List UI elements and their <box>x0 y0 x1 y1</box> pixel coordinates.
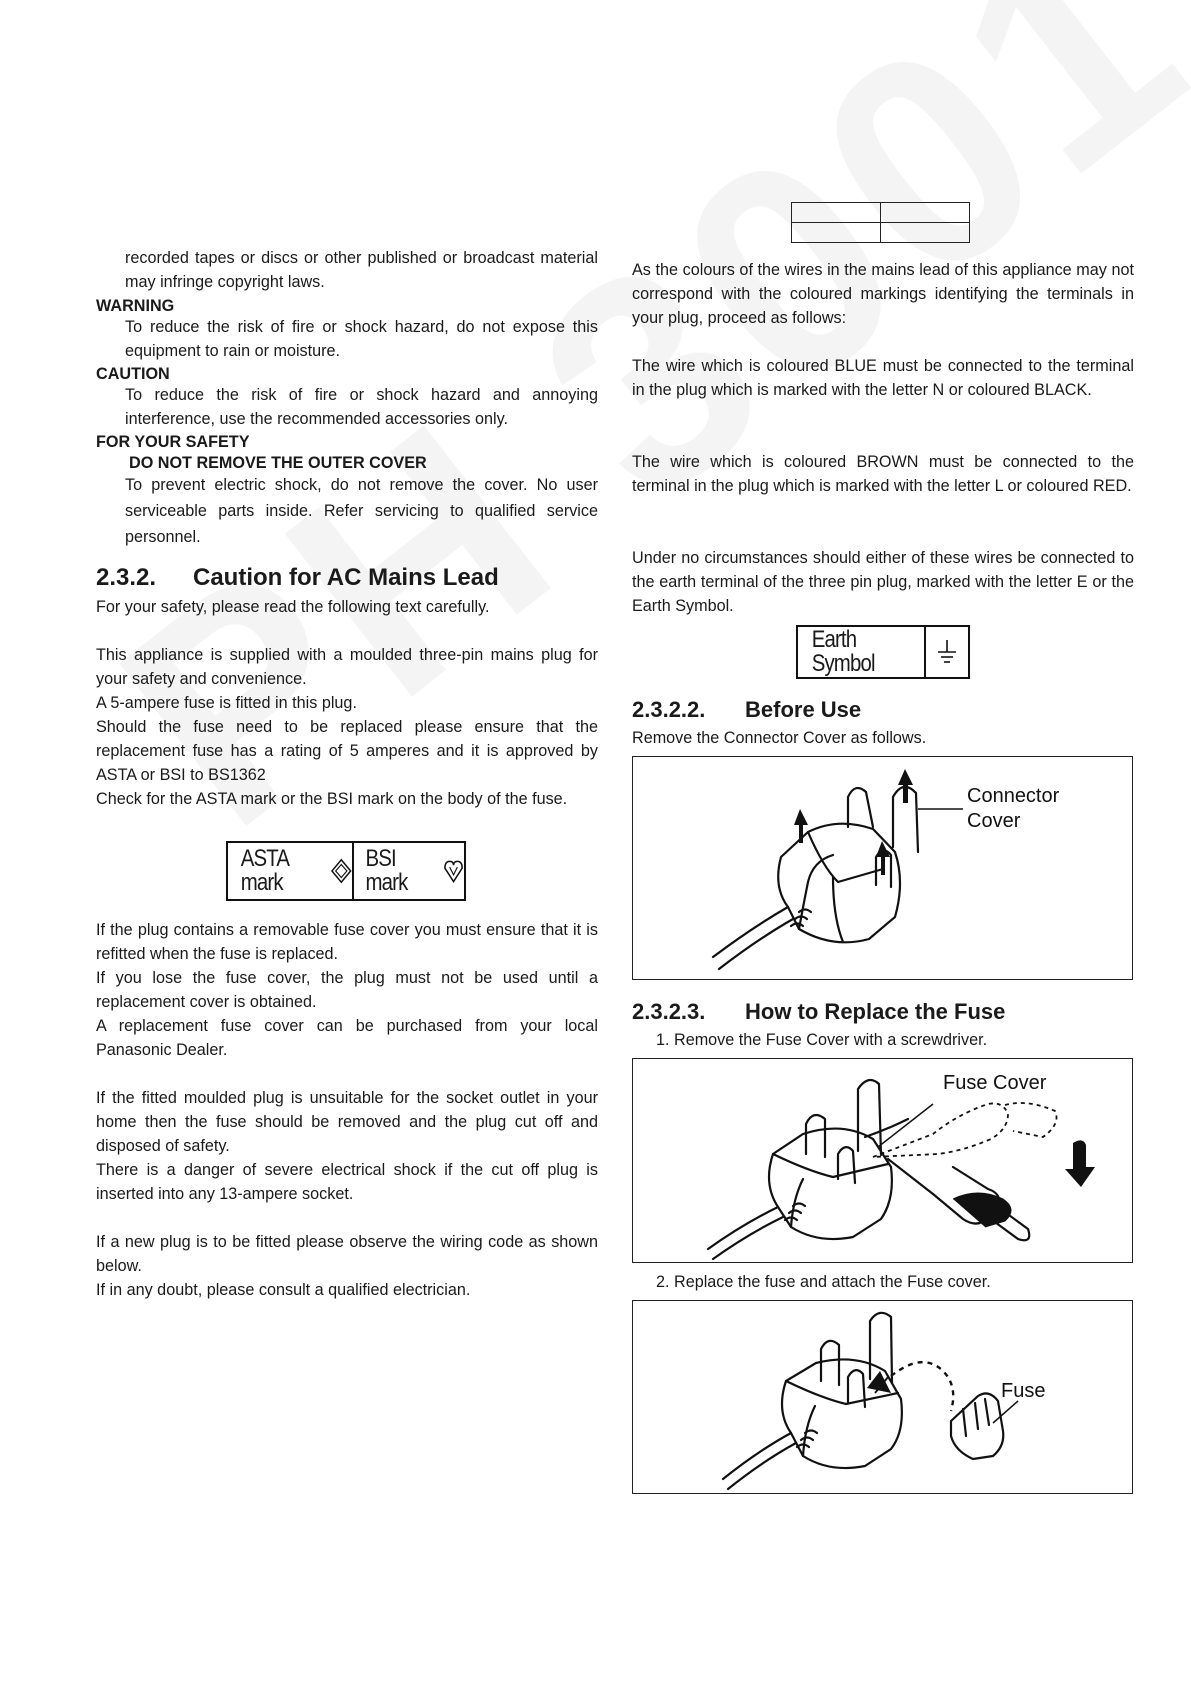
earth-symbol-cell <box>798 627 926 677</box>
table-row <box>792 223 970 243</box>
section-title: Caution for AC Mains Lead <box>193 564 499 591</box>
replace-fuse-figure <box>632 1300 1133 1494</box>
asta-diamond-icon <box>331 858 352 884</box>
intro-text: For your safety, please read the following text carefully. <box>96 598 490 616</box>
warning-heading: WARNING <box>96 297 175 315</box>
replace-paragraph: Should the fuse need to be replaced please ensure that the replacement fuse has a rating of 5 amperes and it is approved by ASTA or BSI to BS1362 <box>96 718 598 784</box>
wiring-table <box>791 202 970 243</box>
section-title: Before Use <box>745 697 862 722</box>
supplied-paragraph: This appliance is supplied with a moulded three-pin mains plug for your safety and convenience. <box>96 646 598 688</box>
section-heading-2-3-2 <box>96 563 598 593</box>
safety-heading: FOR YOUR SAFETY <box>96 433 250 451</box>
fuse-cover-figure <box>632 1058 1133 1263</box>
asta-mark-cell <box>228 843 354 899</box>
check-paragraph: Check for the ASTA mark or the BSI mark on the body of the fuse. <box>96 790 568 808</box>
asta-mark-label: ASTA mark <box>240 845 288 896</box>
warning-text: To reduce the risk of fire or shock hazard, do not expose this equipment to rain or moisture. <box>125 318 598 360</box>
connector-label-line2: Cover <box>967 810 1021 832</box>
step-1-text: 1. Remove the Fuse Cover with a screwdriver. <box>656 1031 988 1049</box>
fuse-label: Fuse <box>1001 1380 1046 1402</box>
colours-paragraph: As the colours of the wires in the mains lead of this appliance may not correspond with the coloured markings identifying the terminals in your plug, proceed as follows: <box>632 261 1134 327</box>
bsi-mark-cell <box>354 843 464 899</box>
table-cell <box>881 223 970 243</box>
cover-paragraph-3: A replacement fuse cover can be purchased from your local Panasonic Dealer. <box>96 1017 598 1059</box>
doubt-paragraph: If in any doubt, please consult a qualified electrician. <box>96 1281 471 1299</box>
earth-symbol-label: Earth Symbol <box>811 626 875 677</box>
fuse-cover-illustration <box>633 1059 1132 1262</box>
section-title: How to Replace the Fuse <box>745 999 1006 1024</box>
section-number: 2.3.2.2. <box>632 697 706 722</box>
before-use-text: Remove the Connector Cover as follows. <box>632 729 927 747</box>
replace-fuse-illustration <box>633 1301 1132 1493</box>
brown-wire-paragraph: The wire which is coloured BROWN must be connected to the terminal in the plug which is marked with the letter L or coloured RED. <box>632 453 1134 495</box>
cover-paragraph-2: If you lose the fuse cover, the plug must not be used until a replacement cover is obtained. <box>96 969 598 1011</box>
bsi-kitemark-icon <box>443 858 464 884</box>
table-cell <box>792 223 881 243</box>
new-plug-paragraph: If a new plug is to be fitted please observe the wiring code as shown below. <box>96 1233 598 1275</box>
earth-symbol-box <box>796 625 970 679</box>
fuse-paragraph: A 5-ampere fuse is fitted in this plug. <box>96 694 357 712</box>
caution-heading: CAUTION <box>96 365 170 383</box>
table-row <box>792 203 970 223</box>
safety-text: To prevent electric shock, do not remove the cover. No user serviceable parts inside. Refer servicing to qualified service personnel. <box>125 476 598 546</box>
safety-subheading: DO NOT REMOVE THE OUTER COVER <box>129 454 427 472</box>
asta-bsi-marks-box <box>226 841 466 901</box>
earth-icon-cell <box>926 627 968 677</box>
connector-cover-figure <box>632 756 1133 980</box>
table-cell <box>792 203 881 223</box>
blue-wire-paragraph: The wire which is coloured BLUE must be connected to the terminal in the plug which is marked with the letter N or coloured BLACK. <box>632 357 1134 399</box>
copyright-paragraph: recorded tapes or discs or other published or broadcast material may infringe copyright laws. <box>125 249 598 291</box>
caution-text: To reduce the risk of fire or shock hazard and annoying interference, use the recommended accessories only. <box>125 386 598 428</box>
earth-paragraph: Under no circumstances should either of these wires be connected to the earth terminal of the three pin plug, marked with the letter E or the Earth Symbol. <box>632 549 1134 615</box>
section-heading-replace-fuse <box>632 998 1134 1026</box>
step-2-text: 2. Replace the fuse and attach the Fuse cover. <box>656 1273 991 1291</box>
section-number: 2.3.2.3. <box>632 999 706 1024</box>
section-number: 2.3.2. <box>96 564 157 591</box>
danger-paragraph: There is a danger of severe electrical shock if the cut off plug is inserted into any 13-ampere socket. <box>96 1161 598 1203</box>
earth-ground-icon <box>935 637 959 667</box>
unsuitable-paragraph: If the fitted moulded plug is unsuitable for the socket outlet in your home then the fuse should be removed and the plug cut off and disposed of safety. <box>96 1089 598 1155</box>
bsi-mark-label: BSI mark <box>365 845 408 896</box>
fuse-cover-label: Fuse Cover <box>943 1072 1047 1094</box>
section-heading-before-use <box>632 696 1134 724</box>
cover-paragraph-1: If the plug contains a removable fuse cover you must ensure that it is refitted when the fuse is replaced. <box>96 921 598 963</box>
connector-label-line1: Connector <box>967 785 1060 807</box>
table-cell <box>881 203 970 223</box>
connector-cover-illustration <box>633 757 1132 979</box>
